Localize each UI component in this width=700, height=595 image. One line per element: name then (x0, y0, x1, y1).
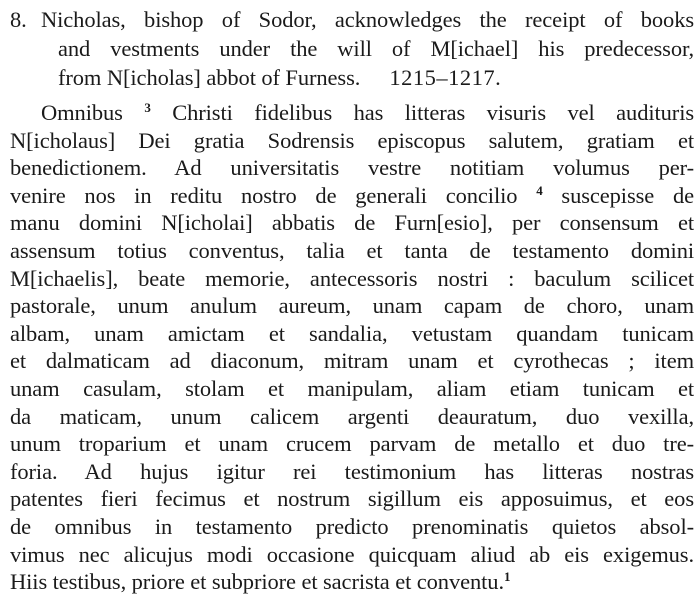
body-text: pastorale, unum anulum aureum, unam capam de choro, unam (10, 293, 694, 319)
body-text: et dalmaticam ad diaconum, mitram unam et cyrothecas ; item (10, 348, 694, 374)
body-line (10, 210, 694, 236)
body-line (10, 266, 694, 292)
heading-text: Nicholas, bishop of Sodor, acknowledges the receipt of books (41, 7, 694, 32)
heading-text: from N[icholas] abbot of Furness. (58, 65, 361, 90)
entry-heading-line-2 (58, 36, 694, 62)
body-line (10, 155, 694, 181)
body-text: M[ichaelis], beate memorie, antecessoris nostri : baculum scilicet (10, 265, 694, 291)
body-line (10, 238, 694, 264)
body-text: de omnibus in testamento predicto prenominatis quietos absol- (10, 514, 694, 539)
body-line (10, 183, 694, 209)
body-text: vimus nec alicujus modi occasione quicquam aliud ab eis exigemus. (10, 541, 694, 567)
body-text: patentes fieri fecimus et nostrum sigillum eis apposuimus, et eos (10, 486, 694, 512)
body-line (10, 569, 694, 595)
body-line (10, 293, 694, 319)
entry-number: 8. (10, 7, 27, 32)
footnote-marker: 1 (503, 569, 511, 585)
body-line (10, 348, 694, 374)
body-text: Omnibus (41, 100, 145, 125)
body-line (10, 431, 694, 457)
body-text: unam casulam, stolam et manipulam, aliam etiam tunicam et (10, 376, 694, 401)
body-line (41, 100, 694, 126)
footnote-marker: 4 (536, 182, 543, 198)
body-line (10, 128, 694, 154)
entry-heading-line-1 (10, 7, 27, 33)
body-text: suscepisse de (542, 182, 694, 208)
body-text: foria. Ad hujus igitur rei testimonium has litteras nostras (10, 458, 694, 484)
heading-text: and vestments under the will of M[ichael] his predecessor, (58, 36, 694, 61)
body-text: Hiis testibus, priore et subpriore et sacrista et conventu. (10, 569, 504, 595)
body-text: assensum totius conventus, talia et tanta de testamento domini (10, 238, 694, 263)
body-text: N[icholaus] Dei gratia Sodrensis episcopus salutem, gratiam et (10, 127, 694, 153)
body-line (10, 404, 694, 430)
body-text: manu domini N[icholai] abbatis de Furn[esio], per consensum et (10, 210, 694, 236)
body-text: benedictionem. Ad universitatis vestre notitiam volumus per- (10, 155, 694, 181)
body-line (10, 542, 694, 568)
body-text: Christi fidelibus has litteras visuris vel audituris (150, 100, 695, 125)
body-text: venire nos in reditu nostro de generali concilio (10, 182, 537, 208)
body-line (10, 321, 694, 347)
body-line (10, 376, 694, 402)
body-line (10, 486, 694, 512)
footnote-marker: 3 (144, 100, 151, 115)
body-line (10, 514, 694, 540)
entry-heading-line-1-text (41, 7, 694, 33)
body-text: albam, unam amictam et sandalia, vetustam quandam tunicam (10, 320, 694, 346)
body-text: unum troparium et unam crucem parvam de metallo et duo tre- (10, 431, 694, 457)
body-text: da maticam, unum calicem argenti deauratum, duo vexilla, (10, 403, 694, 429)
body-line (10, 459, 694, 485)
entry-heading-line-3 (58, 65, 501, 91)
entry-date: 1215–1217. (389, 65, 502, 90)
